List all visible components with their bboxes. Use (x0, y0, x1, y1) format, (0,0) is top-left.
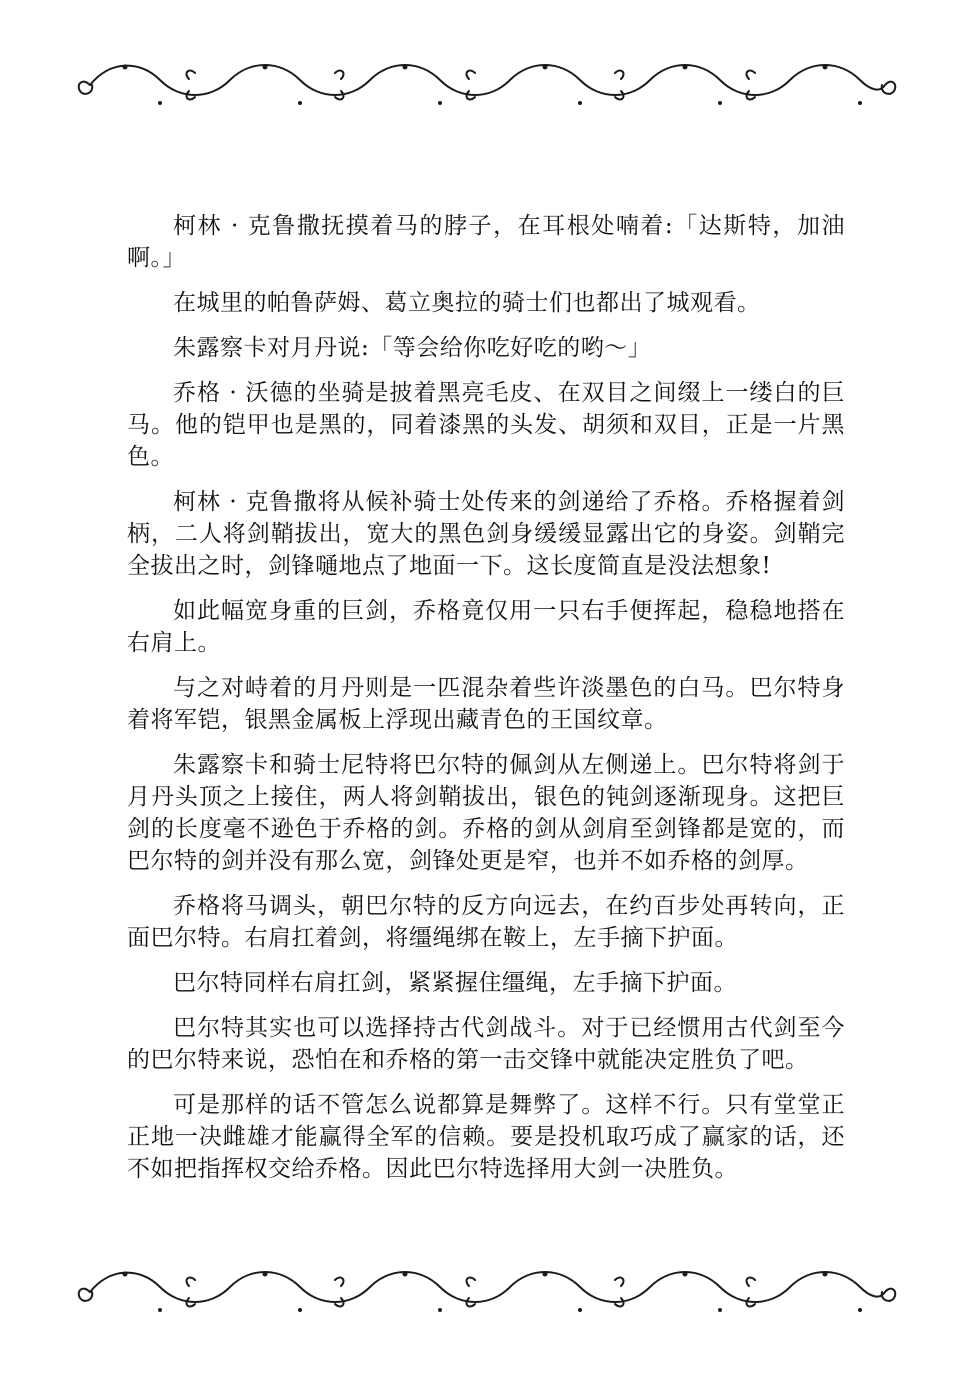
body-text (127, 210, 845, 1198)
paragraph-1: 柯林 · 克鲁撒抚摸着马的脖子，在耳根处喃着:「达斯特，加油啊。」 (127, 213, 845, 271)
bottom-floral-border (70, 1262, 902, 1322)
paragraph-11: 巴尔特其实也可以选择持古代剑战斗。对于已经惯用古代剑至今的巴尔特来说，恐怕在和乔格的第一击交锋中就能决定胜负了吧。 (127, 1015, 845, 1073)
paragraph-10: 巴尔特同样右肩扛剑，紧紧握住缰绳，左手摘下护面。 (173, 970, 737, 996)
paragraph-2: 在城里的帕鲁萨姆、葛立奥拉的骑士们也都出了城观看。 (173, 290, 761, 316)
paragraph-12: 可是那样的话不管怎么说都算是舞弊了。这样不行。只有堂堂正正地一决雌雄才能赢得全军的信赖。要是投机取巧成了赢家的话，还不如把指挥权交给乔格。因此巴尔特选择用大剑一决胜负。 (127, 1092, 845, 1182)
paragraph-8: 朱露察卡和骑士尼特将巴尔特的佩剑从左侧递上。巴尔特将剑于月丹头顶之上接住，两人将剑鞘拔出，银色的钝剑逐渐现身。这把巨剑的长度毫不逊色于乔格的剑。乔格的剑从剑肩至剑锋都是宽的，而巴尔特的剑并没有那么宽，剑锋处更是窄，也并不如乔格的剑厚。 (127, 752, 845, 874)
floral-scroll-border-icon (70, 1262, 902, 1322)
top-floral-border (70, 55, 902, 115)
paragraph-3: 朱露察卡对月丹说:「等会给你吃好吃的哟～」 (173, 335, 652, 361)
paragraph-6: 如此幅宽身重的巨剑，乔格竟仅用一只右手便挥起，稳稳地搭在右肩上。 (127, 598, 845, 656)
paragraph-4: 乔格 · 沃德的坐骑是披着黑亮毛皮、在双目之间缀上一缕白的巨马。他的铠甲也是黑的，同着漆黑的头发、胡须和双目，正是一片黑色。 (127, 380, 845, 470)
paragraph-9: 乔格将马调头，朝巴尔特的反方向远去，在约百步处再转向，正面巴尔特。右肩扛着剑，将缰绳绑在鞍上，左手摘下护面。 (127, 893, 845, 951)
paragraph-7: 与之对峙着的月丹则是一匹混杂着些许淡墨色的白马。巴尔特身着将军铠，银黑金属板上浮现出藏青色的王国纹章。 (127, 675, 845, 733)
paragraph-5: 柯林 · 克鲁撒将从候补骑士处传来的剑递给了乔格。乔格握着剑柄，二人将剑鞘拔出，宽大的黑色剑身缓缓显露出它的身姿。剑鞘完全拔出之时，剑锋嗵地点了地面一下。这长度简直是没法想象! (127, 489, 845, 579)
floral-scroll-border-icon (70, 55, 902, 115)
